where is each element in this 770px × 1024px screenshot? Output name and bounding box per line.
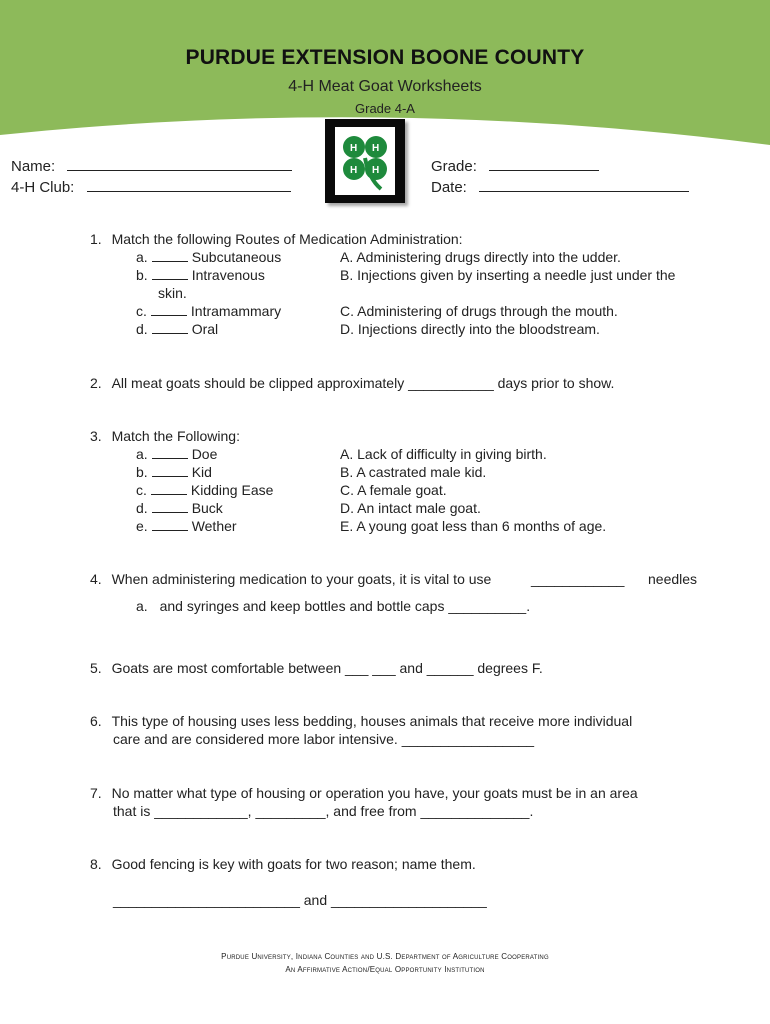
q1-option-b: b. Intravenous (136, 267, 265, 283)
q3-definition-e: E. A young goat less than 6 months of age. (340, 518, 607, 534)
question-number: 1. (90, 231, 102, 247)
name-label: Name: (11, 158, 56, 175)
footer-line-2: An Affirmative Action/Equal Opportunity Institution (285, 965, 485, 974)
question-8: 8. Good fencing is key with goats for two reason; name them. (90, 856, 476, 872)
question-3: 3. Match the Following: (90, 428, 240, 444)
q4-suffix: needles (648, 571, 698, 587)
svg-text:H: H (372, 165, 380, 176)
q1-wrap-text: skin. (158, 285, 187, 301)
q3-definition-c: C. A female goat. (340, 482, 447, 498)
grade-line[interactable] (489, 156, 599, 171)
q3-option-c: c. Kidding Ease (136, 482, 274, 498)
answer-blank[interactable] (151, 482, 187, 495)
answer-blank[interactable] (152, 464, 188, 477)
grade-level: Grade 4-A (355, 101, 415, 116)
q3-option-b: b. Kid (136, 464, 212, 480)
q4-sub-a: a. and syringes and keep bottles and bottle caps __________. (136, 598, 531, 614)
q1-definition-c: C. Administering of drugs through the mouth. (340, 303, 618, 319)
svg-text:H: H (372, 143, 380, 154)
answer-blank[interactable] (152, 267, 188, 280)
q3-option-d: d. Buck (136, 500, 223, 516)
question-prompt: Match the following Routes of Medication Administration: (111, 231, 463, 247)
grade-field[interactable] (431, 156, 599, 175)
svg-text:H: H (350, 143, 358, 154)
name-field[interactable] (11, 156, 292, 175)
answer-blank[interactable] (152, 446, 188, 459)
question-6: 6. This type of housing uses less bedding, houses animals that receive more individual (90, 713, 633, 729)
q8-answer-lines[interactable]: ________________________ and ____________________ (113, 892, 487, 908)
q3-option-a: a. Doe (136, 446, 218, 462)
question-7: 7. No matter what type of housing or operation you have, your goats must be in an area (90, 785, 638, 801)
q1-option-d: d. Oral (136, 321, 219, 337)
q1-definition-b: B. Injections given by inserting a needle just under the (340, 267, 676, 283)
question-5: 5. Goats are most comfortable between ___ ___ and ______ degrees F. (90, 660, 543, 676)
answer-blank[interactable] (152, 249, 188, 262)
q3-definition-d: D. An intact male goat. (340, 500, 481, 516)
q1-definition-a: A. Administering drugs directly into the udder. (340, 249, 621, 265)
question-7-line-2: that is ____________, _________, and free from ______________. (113, 803, 534, 819)
date-line[interactable] (479, 177, 689, 192)
date-field[interactable] (431, 177, 689, 196)
q3-definition-a: A. Lack of difficulty in giving birth. (340, 446, 547, 462)
club-line[interactable] (87, 177, 291, 192)
club-field[interactable] (11, 177, 291, 196)
answer-blank[interactable] (151, 303, 187, 316)
answer-blank[interactable]: ____________ (531, 571, 625, 587)
q1-option-c: c. Intramammary (136, 303, 282, 319)
worksheet-subtitle: 4-H Meat Goat Worksheets (288, 78, 482, 95)
name-line[interactable] (67, 156, 292, 171)
q3-definition-b: B. A castrated male kid. (340, 464, 487, 480)
date-label: Date: (431, 179, 467, 196)
grade-label: Grade: (431, 158, 477, 175)
q1-option-a: a. Subcutaneous (136, 249, 282, 265)
question-6-line-2: care and are considered more labor intensive. _________________ (113, 731, 535, 747)
question-1 (90, 231, 463, 247)
4-h-clover-icon (325, 119, 405, 203)
org-title: PURDUE EXTENSION BOONE COUNTY (185, 46, 585, 69)
footer-line-1: Purdue University, Indiana Counties and U.S. Department of Agriculture Cooperating (221, 952, 549, 961)
question-4: 4. When administering medication to your goats, it is vital to use (90, 571, 492, 587)
answer-blank[interactable] (152, 500, 188, 513)
answer-blank[interactable]: ___________ (408, 375, 494, 391)
q3-option-e: e. Wether (136, 518, 237, 534)
answer-blank[interactable] (152, 321, 188, 334)
answer-blank[interactable] (152, 518, 188, 531)
svg-text:H: H (350, 165, 358, 176)
q1-definition-d: D. Injections directly into the bloodstream. (340, 321, 600, 337)
question-2: 2. All meat goats should be clipped approximately ___________ days prior to show. (90, 375, 615, 391)
club-label: 4-H Club: (11, 179, 75, 196)
